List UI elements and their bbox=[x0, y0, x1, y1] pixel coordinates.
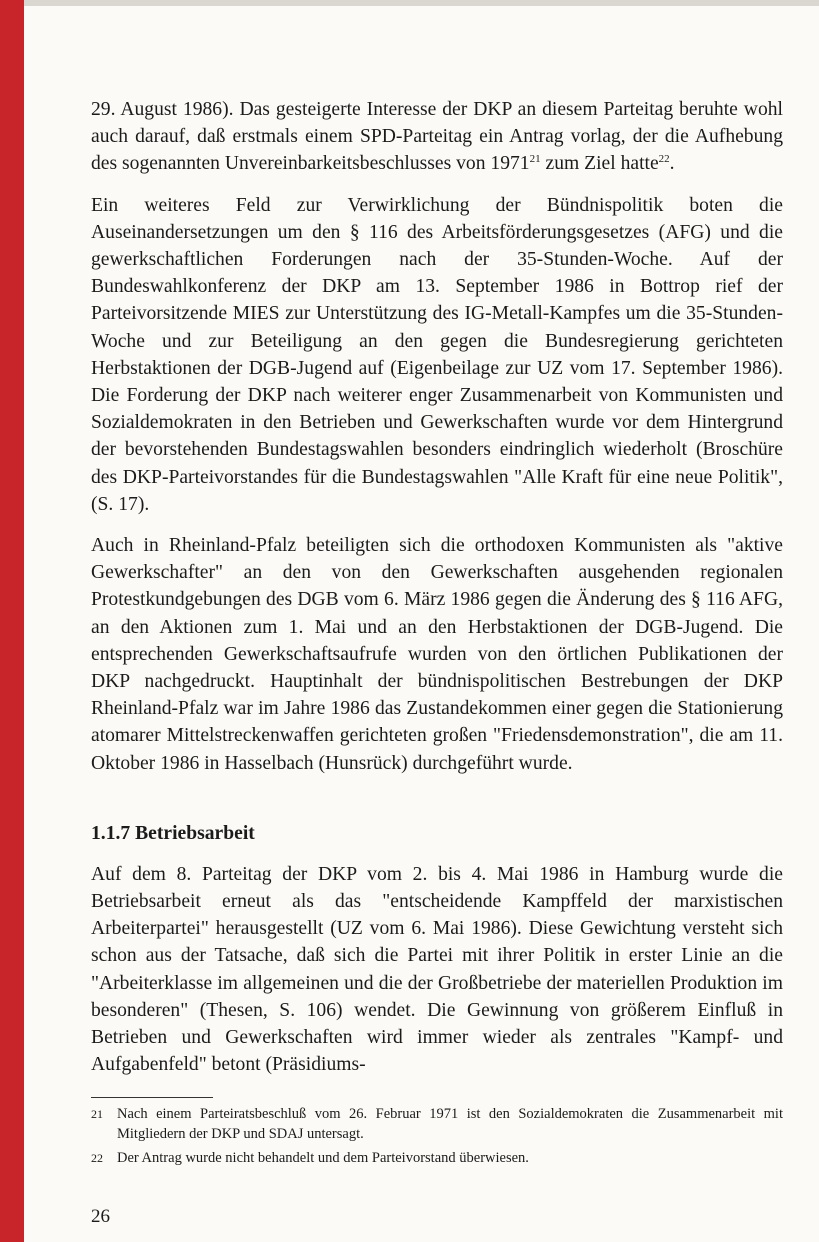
paragraph-2: Ein weiteres Feld zur Verwirklichung der Bündnispolitik boten die Auseinandersetzungen um den § 116 des Arbeitsförderungsgesetzes (AFG) und die gewerkschaftlichen Forderungen nach der 35-Stunden-Woche. Auf der Bundeswahlkonferenz der DKP am 13. September 1986 in Bottrop rief der Parteivorsitzende MIES zur Unterstützung des IG-Metall-Kampfes um die 35-Stunden-Woche und zur Beteiligung an den gegen die Bundesregierung gerichteten Herbstaktionen der DGB-Jugend auf (Eigenbeilage zur UZ vom 17. September 1986). Die Forderung der DKP nach weiterer enger Zusammenarbeit von Kommunisten und Sozialdemokraten in den Betrieben und Gewerkschaften wurde vor dem Hintergrund der bevorstehenden Bundestagswahlen besonders eindringlich wiederholt (Broschüre des DKP-Parteivorstandes für die Bundestagswahlen "Alle Kraft für eine neue Politik", (S. 17). bbox=[91, 194, 783, 515]
section-paragraph: Auf dem 8. Parteitag der DKP vom 2. bis 4. Mai 1986 in Hamburg wurde die Betriebsarbeit erneut als das "entscheidende Kampffeld der marxistischen Arbeiterpartei" herausgestellt (UZ vom 6. Mai 1986). Diese Gewichtung versteht sich schon aus der Tatsache, daß sich die Partei mit ihrer Politik in erster Linie an die "Arbeiterklasse im allgemeinen und die der Großbetriebe der materiellen Produktion im besonderen" (Thesen, S. 106) wendet. Die Gewinnung von größerem Einfluß in Betrieben und Gewerkschaften wird immer wieder als zentrales "Kampf- und Aufgabenfeld" betont (Präsidiums- bbox=[91, 863, 783, 1076]
top-edge-rule bbox=[0, 0, 819, 6]
footnote-ref-21: 21 bbox=[529, 153, 541, 166]
paragraph-1-text-b: zum Ziel hatte bbox=[540, 153, 659, 175]
page-number: 26 bbox=[91, 1206, 110, 1227]
paragraph-1 bbox=[91, 96, 783, 178]
page-body bbox=[91, 96, 783, 1172]
paragraph-1-text-a: 29. August 1986). Das gesteigerte Interesse der DKP an diesem Parteitag beruhte wohl auch darauf, daß erstmals einem SPD-Parteitag ein Antrag vorlag, der die Aufhebung des sogenannten Unvereinbarkeitsbeschlusses von 1971 bbox=[91, 99, 783, 175]
footnote-divider bbox=[91, 1097, 213, 1098]
paragraph-1-text-c: . bbox=[669, 153, 675, 175]
red-page-edge bbox=[0, 0, 24, 1242]
paragraph-3: Auch in Rheinland-Pfalz beteiligten sich die orthodoxen Kommunisten als "aktive Gewerkschafter" an den von den Gewerkschaften ausgehenden regionalen Protestkundgebungen des DGB vom 6. März 1986 gegen die Änderung des § 116 AFG, an den Aktionen zum 1. Mai und an den Herbstaktionen der DGB-Jugend. Die entsprechenden Gewerkschaftsaufrufe wurden von den örtlichen Publikationen der DKP nachgedruckt. Hauptinhalt der bündnispolitischen Bestrebungen der DKP Rheinland-Pfalz war im Jahre 1986 das Zustandekommen einer gegen die Stationierung atomarer Mittelstreckenwaffen gerichteten großen "Friedensdemonstration", die am 11. Oktober 1986 in Hasselbach (Hunsrück) durchgeführt wurde. bbox=[91, 535, 783, 774]
footnote-text: Der Antrag wurde nicht behandelt und dem Parteivorstand überwiesen. bbox=[117, 1149, 529, 1166]
footnote-number: 22 bbox=[91, 1150, 103, 1165]
section-heading: 1.1.7 Betriebsarbeit bbox=[91, 822, 255, 844]
footnote-number: 21 bbox=[91, 1106, 103, 1121]
footnote-22 bbox=[91, 1148, 783, 1168]
footnote-text: Nach einem Parteiratsbeschluß vom 26. Februar 1971 ist den Sozialdemokraten die Zusammenarbeit mit Mitgliedern der DKP und SDAJ untersagt. bbox=[117, 1105, 783, 1142]
footnote-21 bbox=[91, 1104, 783, 1144]
footnote-ref-22: 22 bbox=[658, 153, 670, 166]
